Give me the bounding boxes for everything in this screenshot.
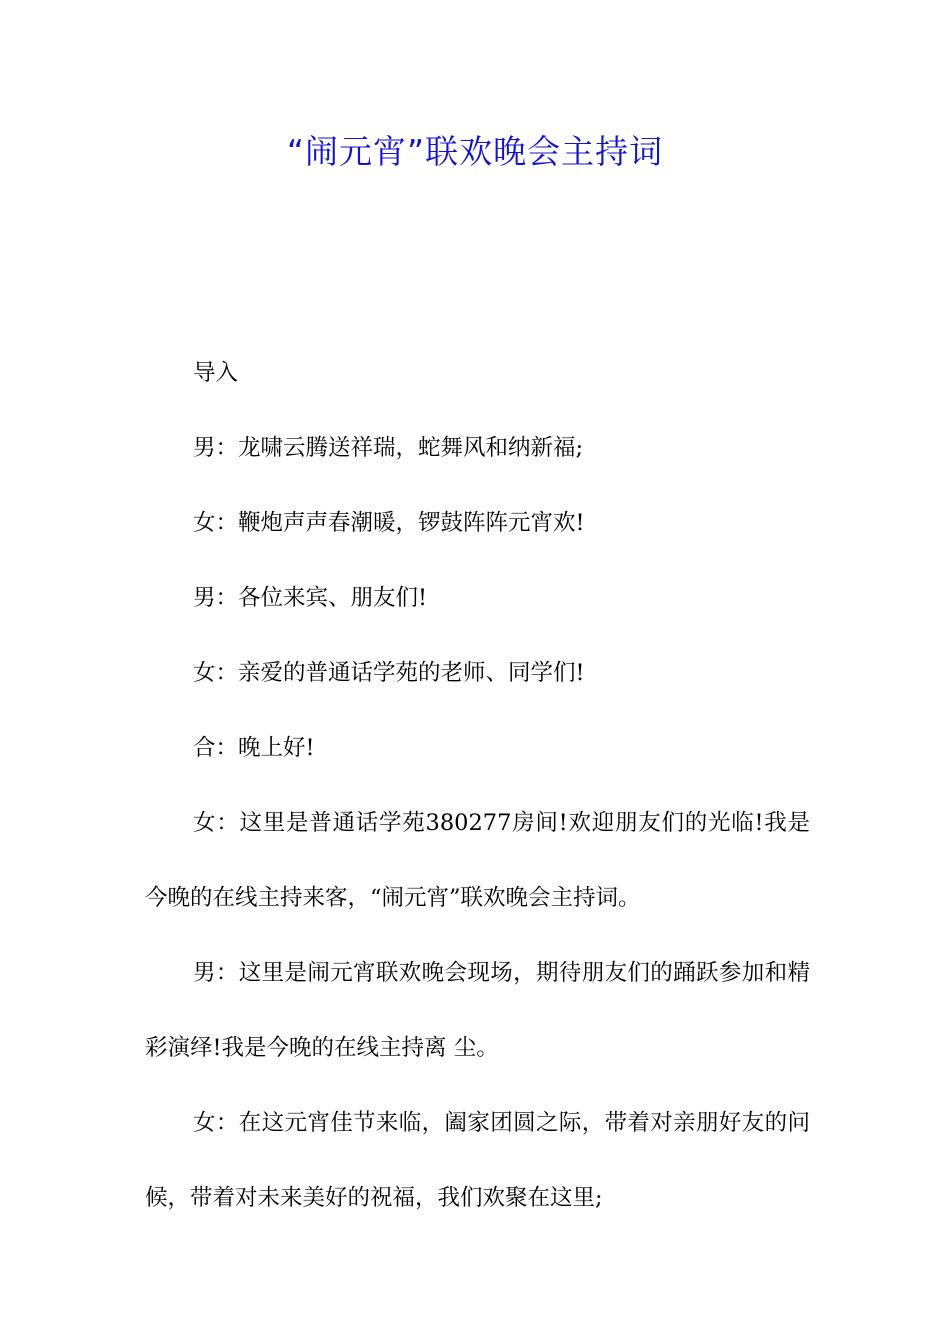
paragraph: 男：各位来宾、朋友们! <box>193 585 428 611</box>
paragraph: 女：鞭炮声声春潮暖，锣鼓阵阵元宵欢! <box>193 510 585 536</box>
paragraph: 女：在这元宵佳节来临，阖家团圆之际，带着对亲朋好友的问候，带着对未来美好的祝福，我们欢聚在这里; <box>145 1110 810 1211</box>
document-body <box>145 336 810 1236</box>
paragraph: 男：龙啸云腾送祥瑞，蛇舞风和纳新福; <box>193 435 584 461</box>
paragraph: 合：晚上好! <box>193 735 315 761</box>
paragraph-intro-heading: 导入 <box>193 360 239 386</box>
paragraph: 男：这里是闹元宵联欢晚会现场，期待朋友们的踊跃参加和精彩演绎!我是今晚的在线主持离 尘。 <box>145 960 810 1061</box>
paragraph: 女：这里是普通话学苑380277房间!欢迎朋友们的光临!我是今晚的在线主持来客，“闹元宵”联欢晚会主持词。 <box>145 810 810 911</box>
document-title: “闹元宵”联欢晚会主持词 <box>286 132 664 171</box>
paragraph: 女：亲爱的普通话学苑的老师、同学们! <box>193 660 585 686</box>
